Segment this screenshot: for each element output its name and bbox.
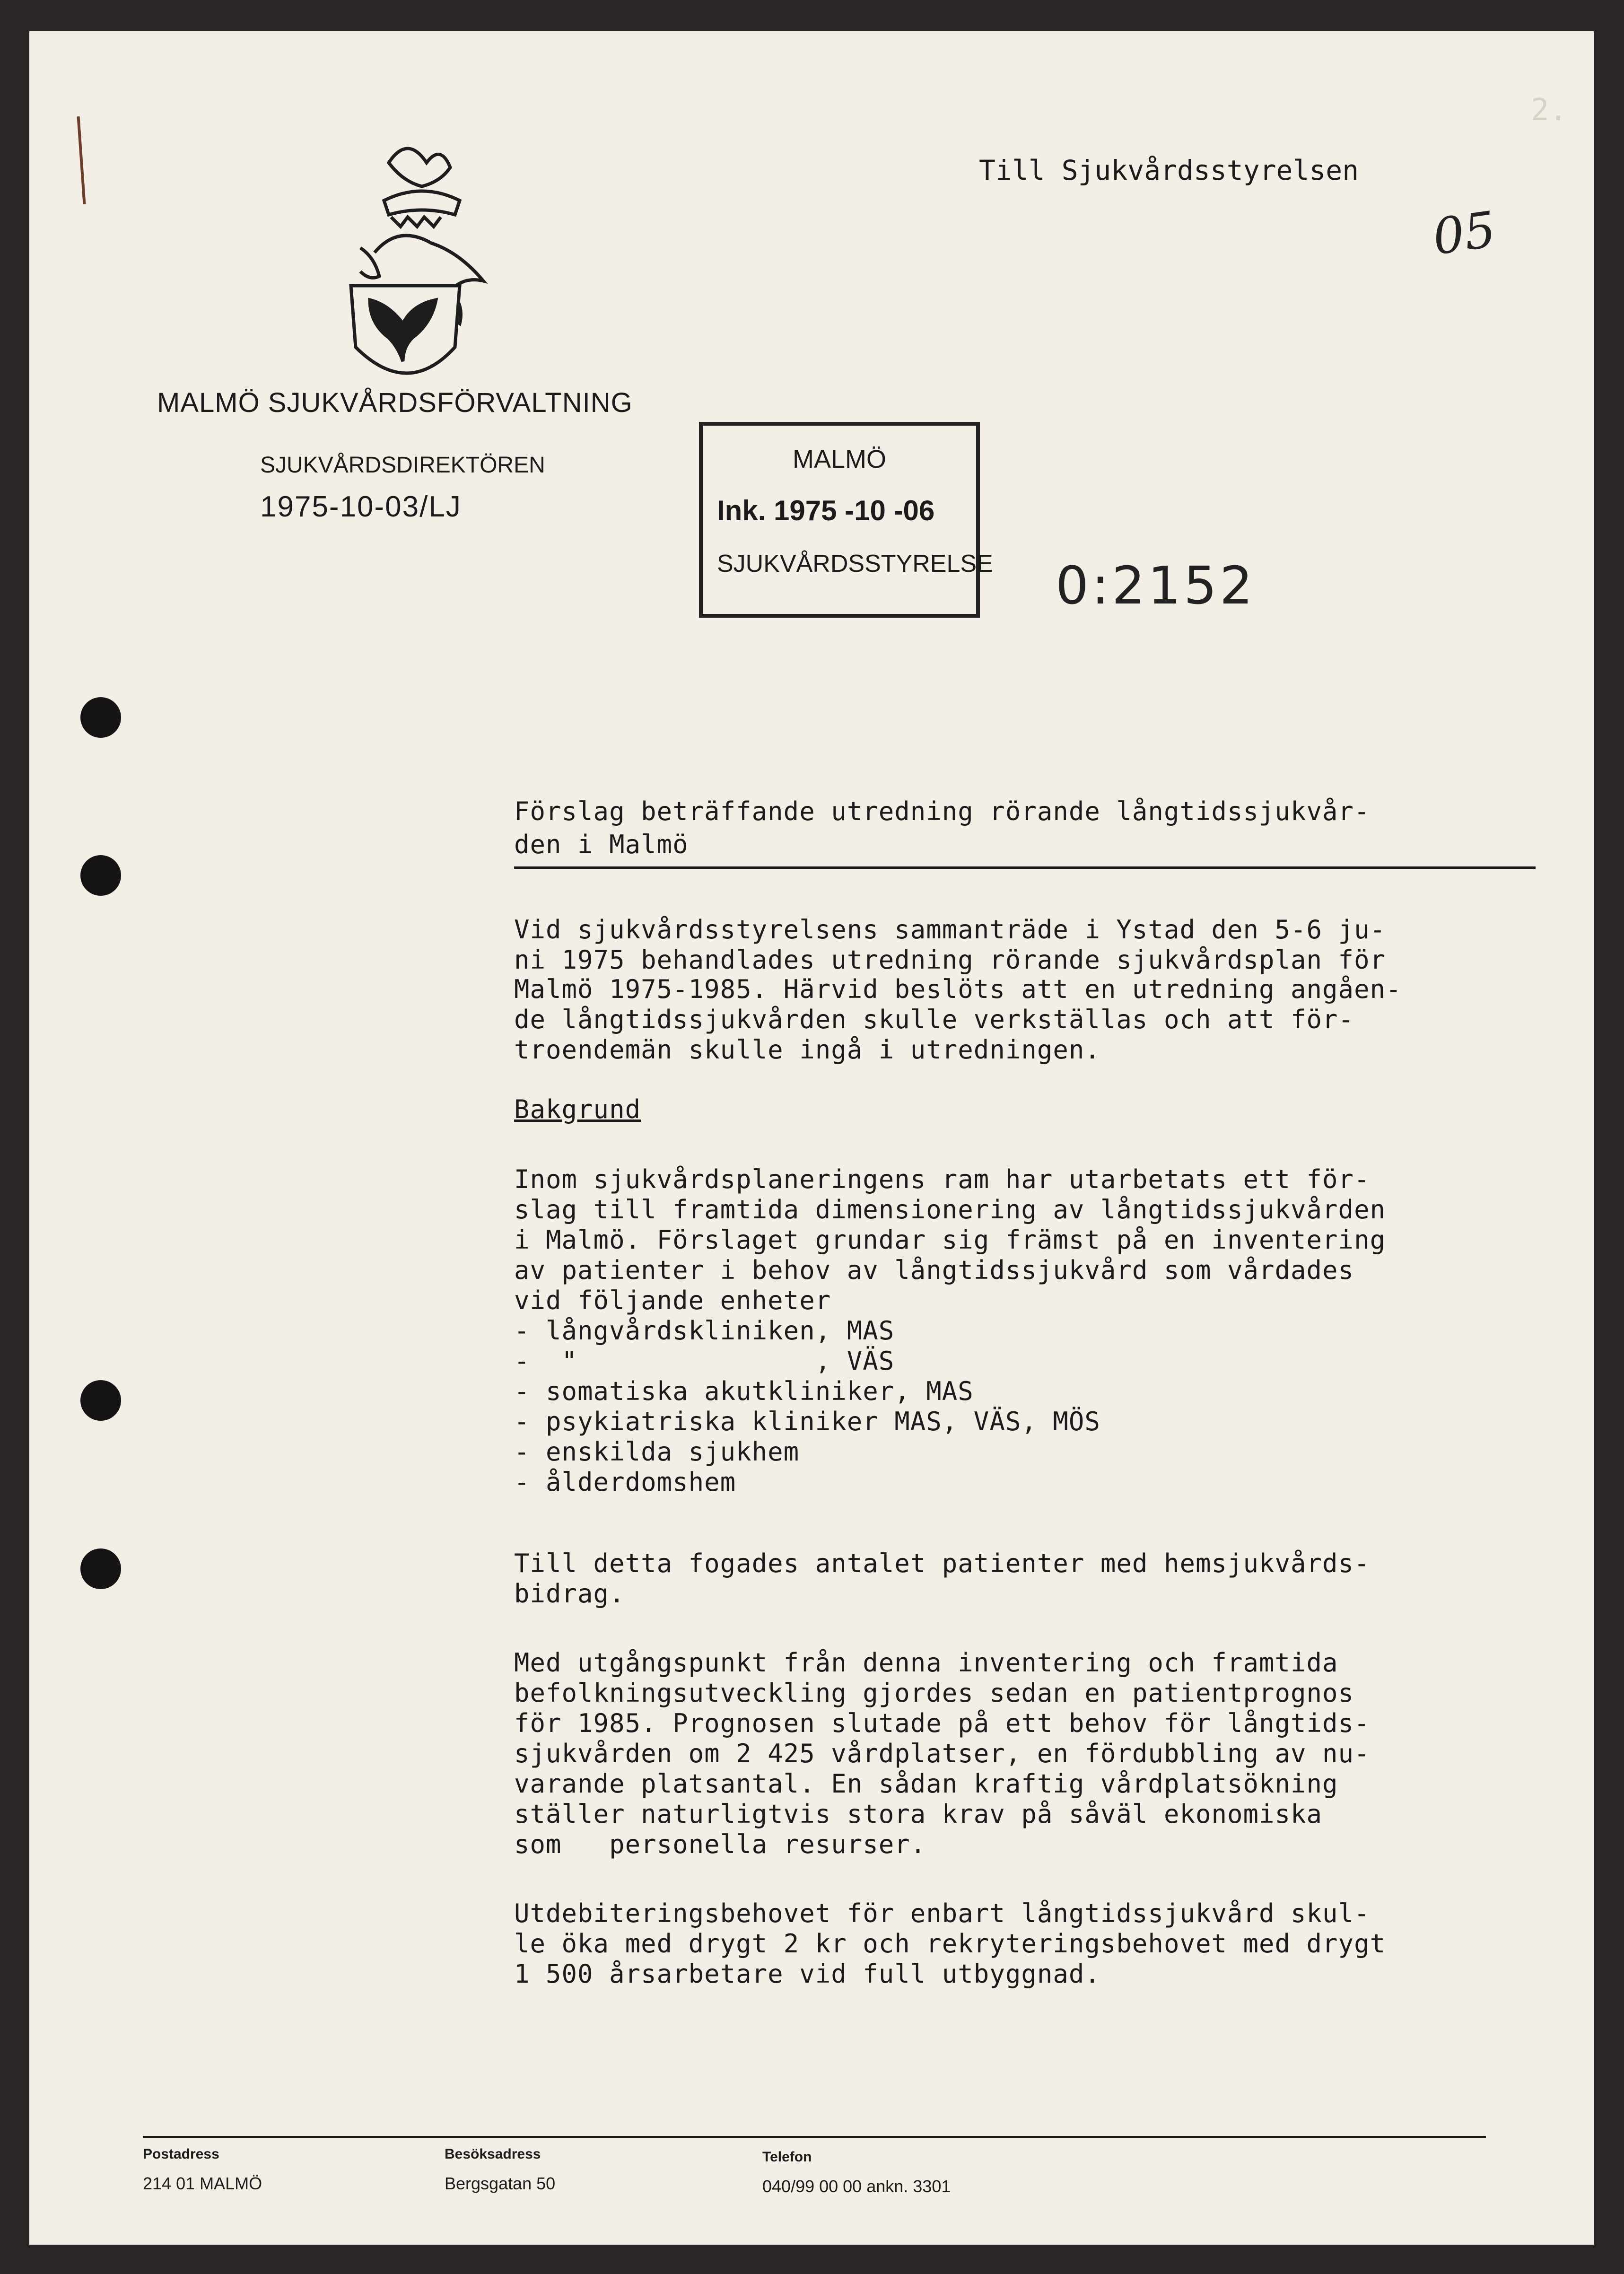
paragraph-line: varande platsantal. En sådan kraftig vårdplatsökning bbox=[514, 1769, 1338, 1799]
paragraph-line: 1 500 årsarbetare vid full utbyggnad. bbox=[514, 1959, 1100, 1989]
page-number: 2. bbox=[1531, 93, 1568, 128]
organization-name: MALMÖ SJUKVÅRDSFÖRVALTNING bbox=[157, 387, 633, 418]
paragraph-line: ni 1975 behandlades utredning rörande sjukvårdsplan för bbox=[514, 945, 1386, 975]
visiting-address-value: Bergsgatan 50 bbox=[445, 2174, 556, 2193]
paragraph-line: sjukvården om 2 425 vårdplatser, en fördubbling av nu- bbox=[514, 1739, 1370, 1768]
subject-underline bbox=[514, 866, 1536, 869]
stamp-authority: SJUKVÅRDSSTYRELSE bbox=[717, 550, 993, 577]
paragraph-line: Till detta fogades antalet patienter med hemsjukvårds- bbox=[514, 1548, 1370, 1578]
paragraph-line: Med utgångspunkt från denna inventering och framtida bbox=[514, 1648, 1338, 1678]
list-item: - enskilda sjukhem bbox=[514, 1437, 800, 1467]
punch-hole bbox=[80, 1380, 121, 1421]
paragraph-line: befolkningsutveckling gjordes sedan en patientprognos bbox=[514, 1678, 1354, 1708]
department-name: SJUKVÅRDSDIREKTÖREN bbox=[260, 453, 545, 478]
coat-of-arms-logo bbox=[332, 134, 507, 399]
paragraph-line: vid följande enheter bbox=[514, 1286, 831, 1315]
paragraph-line: ställer naturligtvis stora krav på såväl ekonomiska bbox=[514, 1799, 1323, 1829]
punch-hole bbox=[80, 697, 121, 738]
paragraph-line: slag till framtida dimensionering av långtidssjukvården bbox=[514, 1195, 1386, 1224]
date-reference: 1975-10-03/LJ bbox=[260, 490, 462, 523]
paragraph-line: Malmö 1975-1985. Härvid beslöts att en utredning angåen- bbox=[514, 974, 1402, 1004]
paragraph-line: som personella resurser. bbox=[514, 1829, 926, 1859]
paragraph-line: Vid sjukvårdsstyrelsens sammanträde i Ystad den 5-6 ju- bbox=[514, 915, 1386, 945]
received-stamp bbox=[699, 422, 993, 618]
stamp-date: Ink. 1975 -10 -06 bbox=[717, 495, 935, 526]
paragraph-line: de långtidssjukvården skulle verkställas och att för- bbox=[514, 1005, 1354, 1034]
punch-hole bbox=[80, 855, 121, 896]
paragraph-line: Utdebiteringsbehovet för enbart långtidssjukvård skul- bbox=[514, 1898, 1370, 1928]
addressee: Till Sjukvårdsstyrelsen bbox=[979, 154, 1359, 186]
footer-rule bbox=[143, 2136, 1486, 2138]
list-item: - långvårdskliniken, MAS bbox=[514, 1316, 895, 1346]
stamp-city: MALMÖ bbox=[792, 445, 887, 473]
phone-label: Telefon bbox=[762, 2149, 812, 2165]
list-item: - psykiatriska kliniker MAS, VÄS, MÖS bbox=[514, 1407, 1100, 1436]
paragraph-line: av patienter i behov av långtidssjukvård som vårdades bbox=[514, 1255, 1354, 1285]
paragraph-line: Inom sjukvårdsplaneringens ram har utarbetats ett för- bbox=[514, 1164, 1370, 1194]
paragraph-line: bidrag. bbox=[514, 1579, 625, 1609]
postal-address-value: 214 01 MALMÖ bbox=[143, 2174, 262, 2193]
punch-hole bbox=[80, 1548, 121, 1589]
visiting-address-label: Besöksadress bbox=[445, 2146, 541, 2162]
postal-address-label: Postadress bbox=[143, 2146, 219, 2162]
list-item: - ålderdomshem bbox=[514, 1467, 736, 1497]
list-item: - somatiska akutkliniker, MAS bbox=[514, 1376, 974, 1406]
handwritten-number: 05 bbox=[1429, 200, 1500, 266]
list-item: - " , VÄS bbox=[514, 1346, 895, 1376]
paragraph-line: le öka med drygt 2 kr och rekryteringsbehovet med drygt bbox=[514, 1929, 1386, 1959]
paragraph-line: troendemän skulle ingå i utredningen. bbox=[514, 1035, 1100, 1065]
document-page bbox=[29, 31, 1594, 2245]
paragraph-line: för 1985. Prognosen slutade på ett behov för långtids- bbox=[514, 1708, 1370, 1738]
stamp-number: 0:2152 bbox=[1056, 555, 1256, 616]
section-heading: Bakgrund bbox=[514, 1094, 641, 1124]
paragraph-line: i Malmö. Förslaget grundar sig främst på en inventering bbox=[514, 1225, 1386, 1255]
phone-value: 040/99 00 00 ankn. 3301 bbox=[762, 2177, 951, 2196]
subject-line: den i Malmö bbox=[514, 830, 689, 859]
subject-line: Förslag beträffande utredning rörande långtidssjukvår- bbox=[514, 796, 1370, 826]
pen-mark bbox=[77, 116, 86, 204]
